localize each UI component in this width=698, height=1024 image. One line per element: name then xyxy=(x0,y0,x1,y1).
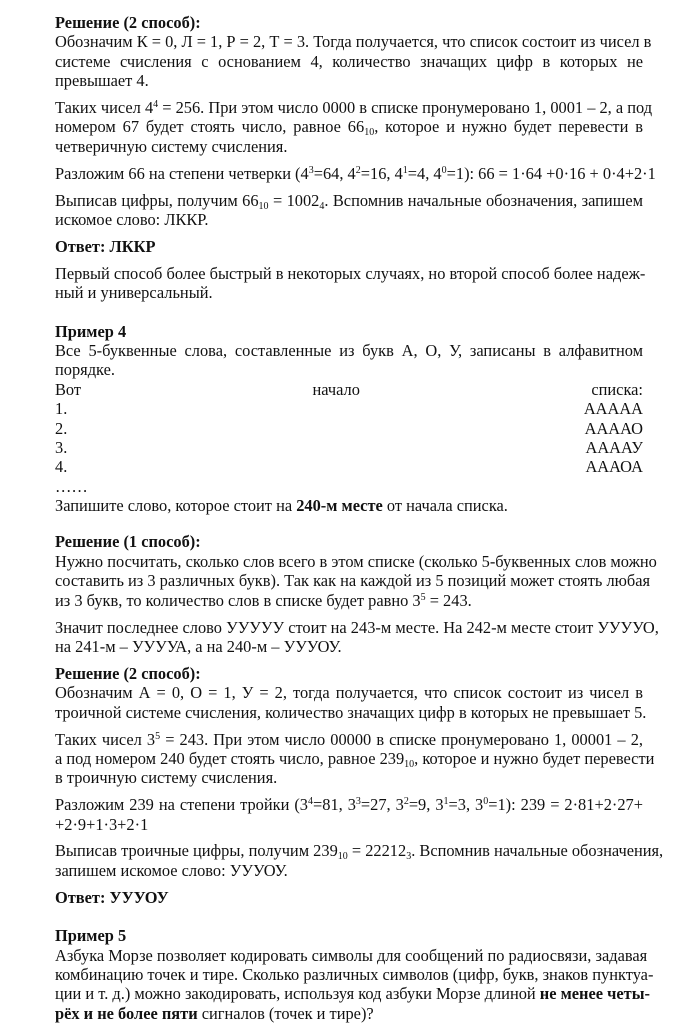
solution-1-heading xyxy=(55,532,643,551)
text-line xyxy=(55,984,650,1004)
text-line xyxy=(55,341,643,360)
text-line xyxy=(55,926,643,945)
text-run: Значит последнее слово УУУУУ стоит на 243-м месте. На 242-м месте стоит УУУУО, xyxy=(55,617,659,637)
bold-text: Пример 4 xyxy=(55,321,127,341)
text-run: 2. ААААО xyxy=(55,418,643,438)
spacer xyxy=(55,907,643,926)
bold-text: Решение (2 способ): xyxy=(55,663,201,683)
subscript: 10 xyxy=(404,758,415,770)
text-line xyxy=(55,861,643,880)
text-run: , которое и нужно будет перевести в xyxy=(374,117,643,137)
spacer xyxy=(55,880,643,888)
text-run: =3, 3 xyxy=(448,795,484,815)
subscript: 4 xyxy=(319,200,325,212)
text-run: Запишите слово, которое стоит на xyxy=(55,496,297,516)
text-line xyxy=(55,380,643,399)
bold-text: Ответ: УУУОУ xyxy=(55,887,169,907)
document-page xyxy=(55,13,664,1023)
text-line xyxy=(55,637,643,656)
bold-text: рёх и не более пяти xyxy=(55,1003,198,1023)
text-line xyxy=(55,399,643,418)
text-run: Разложим 66 на степени четверки (4 xyxy=(55,163,309,183)
example-4-statement xyxy=(55,341,643,516)
text-run: ный и универсальный. xyxy=(55,283,213,303)
superscript: 5 xyxy=(420,591,426,603)
text-run: = 256. При этом число 0000 в списке пронумеровано 1, 0001 – 2, а под xyxy=(158,98,653,118)
text-line xyxy=(55,815,643,834)
superscript: 4 xyxy=(308,796,313,808)
spacer xyxy=(55,656,643,664)
text-run: = 243. xyxy=(425,590,472,610)
subscript: 10 xyxy=(337,851,348,863)
text-run: =27, 3 xyxy=(360,795,404,815)
superscript: 2 xyxy=(403,796,409,808)
count-paragraph xyxy=(55,98,653,156)
text-run: комбинацию точек и тире. Сколько различных символов (цифр, букв, знаков пунктуа- xyxy=(55,964,654,984)
bold-text: Решение (2 способ): xyxy=(55,13,201,32)
spacer xyxy=(55,610,643,618)
text-run: …… xyxy=(55,476,88,496)
text-run: ции и т. д.) можно закодировать, используя код азбуки Морзе длиной xyxy=(55,984,540,1004)
text-run: =9, 3 xyxy=(408,795,444,815)
text-line xyxy=(55,98,653,118)
text-run: =4, 4 xyxy=(407,163,442,183)
bold-text: Пример 5 xyxy=(55,926,127,946)
text-line xyxy=(55,1004,643,1023)
text-run: Азбука Морзе позволяет кодировать символы для сообщений по радиосвязи, задавая xyxy=(55,945,648,965)
comparison-paragraph xyxy=(55,263,646,303)
text-line xyxy=(55,591,643,610)
spacer xyxy=(55,515,643,532)
spacer xyxy=(55,91,643,99)
text-run: +2·9+1·3+2·1 xyxy=(55,814,149,834)
answer-2-heading xyxy=(55,888,643,907)
text-run: 1. ААААА xyxy=(55,399,643,419)
text-run: Обозначим К = 0, Л = 1, Р = 2, Т = 3. Тогда получается, что список состоит из чисел в xyxy=(55,32,652,52)
spacer xyxy=(55,722,643,730)
superscript: 1 xyxy=(402,164,408,176)
text-run: = 22212 xyxy=(347,841,407,861)
text-line xyxy=(55,945,648,965)
text-run: на 241-м – УУУУА, а на 240-м – УУУОУ. xyxy=(55,636,342,656)
answer-1-heading xyxy=(55,237,643,256)
text-run: в троичную систему счисления. xyxy=(55,768,278,788)
text-run: Выписав цифры, получим 66 xyxy=(55,190,259,210)
bold-text: Ответ: ЛККР xyxy=(55,236,156,256)
text-run: =16, 4 xyxy=(360,163,403,183)
text-line xyxy=(55,795,643,814)
bold-text: не менее четы- xyxy=(539,984,650,1004)
text-line xyxy=(55,137,643,156)
subscript: 10 xyxy=(258,200,269,212)
text-line xyxy=(55,322,643,341)
superscript: 1 xyxy=(443,796,449,808)
text-run: Разложим 239 на степени тройки (3 xyxy=(55,795,308,815)
spacer xyxy=(55,834,643,842)
text-line xyxy=(55,117,643,139)
solution-2-heading xyxy=(55,13,643,32)
text-line xyxy=(55,551,657,571)
text-line xyxy=(55,438,643,457)
text-run: = 1002 xyxy=(268,190,320,210)
text-run: а под номером 240 будет стоять число, равное 239 xyxy=(55,748,405,768)
text-run: =1): 66 = 1·64 +0·16 + 0·4+2·1 xyxy=(446,163,656,183)
text-run: номером 67 будет стоять число, равное 66 xyxy=(55,117,365,137)
text-line xyxy=(55,477,643,496)
text-run: =81, 3 xyxy=(313,795,356,815)
text-run: . Вспомнив начальные обозначения, xyxy=(411,841,664,861)
text-line xyxy=(55,71,643,90)
text-line xyxy=(55,768,643,787)
ternary-notation xyxy=(55,683,647,722)
text-line xyxy=(55,888,643,907)
superscript: 0 xyxy=(483,796,489,808)
text-line xyxy=(55,52,643,71)
text-line xyxy=(55,163,656,183)
text-run: 4. АААОА xyxy=(55,457,643,477)
text-line xyxy=(55,617,659,637)
text-run: искомое слово: ЛККР. xyxy=(55,210,209,230)
text-run: системе счисления с основанием 4, количество значащих цифр в которых не xyxy=(55,51,643,71)
ternary-count xyxy=(55,729,655,788)
spacer xyxy=(55,183,643,191)
text-line xyxy=(55,841,664,863)
bold-text: Решение (1 способ): xyxy=(55,532,201,552)
text-run: Первый способ более быстрый в некоторых случаях, но второй способ более надеж- xyxy=(55,263,646,283)
text-line xyxy=(55,571,651,591)
solution-1-count xyxy=(55,551,657,610)
text-run: Выписав троичные цифры, получим 239 xyxy=(55,841,338,861)
text-run: Таких чисел 4 xyxy=(55,98,154,118)
text-line xyxy=(55,32,652,52)
text-line xyxy=(55,360,643,379)
text-line xyxy=(55,13,643,32)
superscript: 5 xyxy=(155,730,161,742)
example-5-heading xyxy=(55,926,643,945)
text-line xyxy=(55,191,643,210)
text-run: Все 5-буквенные слова, составленные из букв А, О, У, записаны в алфавитном xyxy=(55,340,643,360)
text-run: составить из 3 различных букв). Так как на каждой из 5 позиций может стоять любая xyxy=(55,571,651,591)
spacer xyxy=(55,303,643,322)
text-line xyxy=(55,664,643,683)
text-line xyxy=(55,283,643,302)
text-run: , которое и нужно будет перевести xyxy=(414,748,655,768)
text-line xyxy=(55,532,643,551)
example-5-statement xyxy=(55,945,654,1024)
text-run: превышает 4. xyxy=(55,71,149,91)
text-run: . Вспомнив начальные обозначения, запишем xyxy=(324,190,643,210)
superscript: 0 xyxy=(441,164,447,176)
text-run: Вот начало списка: xyxy=(55,379,643,399)
text-line xyxy=(55,419,643,438)
solution-1-result xyxy=(55,617,659,657)
ternary-decomposition xyxy=(55,795,643,834)
superscript: 3 xyxy=(355,796,361,808)
text-run: запишем искомое слово: УУУОУ. xyxy=(55,860,288,880)
text-run: =1): 239 = 2·81+2·27+ xyxy=(488,795,643,815)
text-line xyxy=(55,263,646,283)
superscript: 4 xyxy=(153,99,159,111)
digits-paragraph xyxy=(55,191,643,230)
subscript: 10 xyxy=(364,127,375,139)
text-run: из 3 букв, то количество слов в списке будет равно 3 xyxy=(55,590,421,610)
superscript: 3 xyxy=(308,164,314,176)
text-line xyxy=(55,683,643,702)
text-line xyxy=(55,457,643,476)
bold-text: 240-м месте xyxy=(296,496,383,516)
spacer xyxy=(55,156,643,164)
text-line xyxy=(55,748,655,770)
text-line xyxy=(55,237,643,256)
superscript: 2 xyxy=(355,164,361,176)
text-run: Обозначим А = 0, О = 1, У = 2, тогда получается, что список состоит из чисел в xyxy=(55,683,643,703)
spacer xyxy=(55,256,643,264)
notation-paragraph xyxy=(55,32,652,91)
example-4-heading xyxy=(55,322,643,341)
ternary-digits xyxy=(55,841,664,880)
text-run: сигналов (точек и тире)? xyxy=(197,1003,374,1023)
text-line xyxy=(55,496,643,515)
text-line xyxy=(55,702,647,722)
subscript: 3 xyxy=(406,851,412,863)
text-run: порядке. xyxy=(55,360,115,380)
text-run: Таких чисел 3 xyxy=(55,729,156,749)
text-run: троичной системе счисления, количество значащих цифр в которых не превышает 5. xyxy=(55,702,647,722)
spacer xyxy=(55,229,643,237)
text-run: 3. ААААУ xyxy=(55,437,643,457)
text-run: =64, 4 xyxy=(313,163,356,183)
decomposition-paragraph xyxy=(55,163,656,183)
text-run: четверичную систему счисления. xyxy=(55,136,288,156)
spacer xyxy=(55,788,643,796)
text-run: Нужно посчитать, сколько слов всего в этом списке (сколько 5-буквенных слов можно xyxy=(55,551,657,571)
text-line xyxy=(55,964,654,984)
text-line xyxy=(55,210,643,229)
text-run: от начала списка. xyxy=(382,496,508,516)
text-run: = 243. При этом число 00000 в списке пронумеровано 1, 00001 – 2, xyxy=(160,729,643,749)
solution-2b-heading xyxy=(55,664,643,683)
text-line xyxy=(55,730,643,749)
